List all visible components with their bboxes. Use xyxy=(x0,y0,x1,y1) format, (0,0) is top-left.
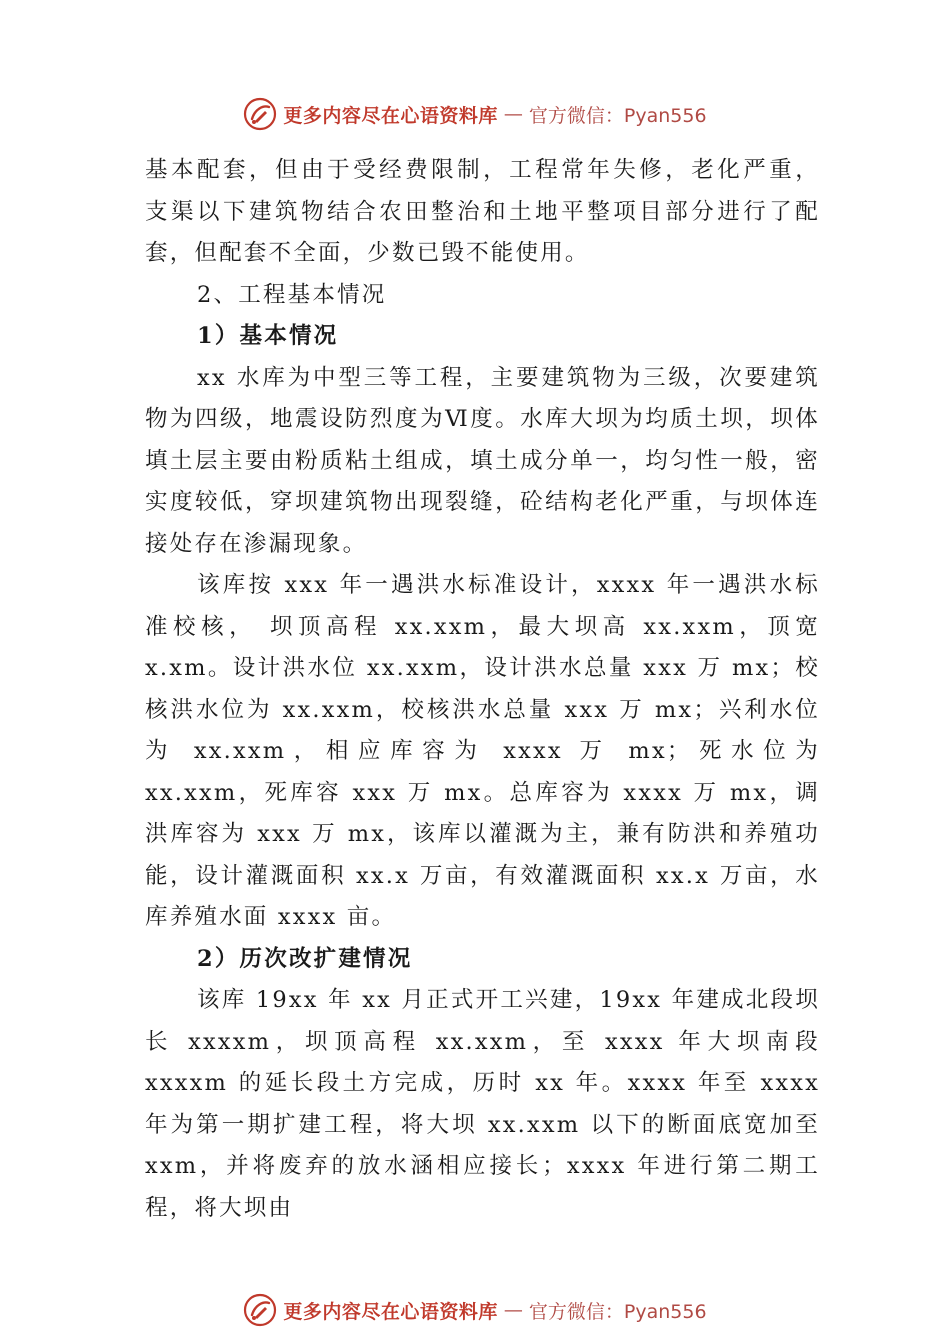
footer-dash: — xyxy=(503,1299,523,1321)
paragraph-history: 该库 19xx 年 xx 月正式开工兴建，19xx 年建成北段坝长 xxxxm，坝顶高程 xx.xxm，至 xxxx 年大坝南段 xxxxm 的延长段土方完成，历时 xx 年。xxxx 年至 xxxx 年为第一期扩建工程，将大坝 xx.xxm 以下的断面底宽加至 xxm，并将废弃的放水涵相应接长；xxxx 年进行第二期工程，将大坝由 xyxy=(145,987,820,1221)
paragraph-continuation: 基本配套，但由于受经费限制，工程常年失修，老化严重， 支渠以下建筑物结合农田整治和土地平整项目部分进行了配套，但配套不全面，少数已毁不能使用。 xyxy=(145,157,820,266)
brand-logo-icon xyxy=(243,1293,277,1327)
subsection-heading-basic: 1）基本情况 xyxy=(197,323,339,349)
subsection-heading-history: 2）历次改扩建情况 xyxy=(197,945,413,972)
footer-banner xyxy=(0,1290,950,1330)
document-body xyxy=(145,150,820,1229)
header-brand-text: 更多内容尽在心语资料库 xyxy=(283,104,498,127)
paragraph-basic-info: xx 水库为中型三等工程，主要建筑物为三级，次要建筑物为四级，地震设防烈度为Ⅵ度。水库大坝为均质土坝，坝体填土层主要由粉质粘土组成，填土成分单一，均匀性一般，密实度较低，穿坝建筑物出现裂缝，砼结构老化严重，与坝体连接处存在渗漏现象。 xyxy=(145,364,820,557)
header-dash: — xyxy=(503,103,523,125)
footer-wechat-text: 官方微信：Pyan556 xyxy=(528,1300,707,1323)
header-wechat-text: 官方微信：Pyan556 xyxy=(528,104,707,127)
paragraph-design-standards: 该库按 xxx 年一遇洪水标准设计，xxxx 年一遇洪水标准校核， 坝顶高程 xx.xxm，最大坝高 xx.xxm，顶宽 x.xm。设计洪水位 xx.xxm，设计洪水总量 xxx 万 mx；校核洪水位为 xx.xxm，校核洪水总量 xxx 万 mx；兴利水位为 xx.xxm，相应库容为 xxxx 万 mx；死水位为 xx.xxm，死库容 xxx 万 mx。总库容为 xxxx 万 mx，调洪库容为 xxx 万 mx，该库以灌溉为主，兼有防洪和养殖功能，设计灌溉面积 xx.x 万亩，有效灌溉面积 xx.x 万亩，水库养殖水面 xxxx 亩。 xyxy=(145,572,820,930)
section-heading: 2、工程基本情况 xyxy=(197,281,387,308)
brand-logo-icon xyxy=(243,97,277,131)
header-banner xyxy=(0,94,950,134)
footer-brand-text: 更多内容尽在心语资料库 xyxy=(283,1300,498,1323)
